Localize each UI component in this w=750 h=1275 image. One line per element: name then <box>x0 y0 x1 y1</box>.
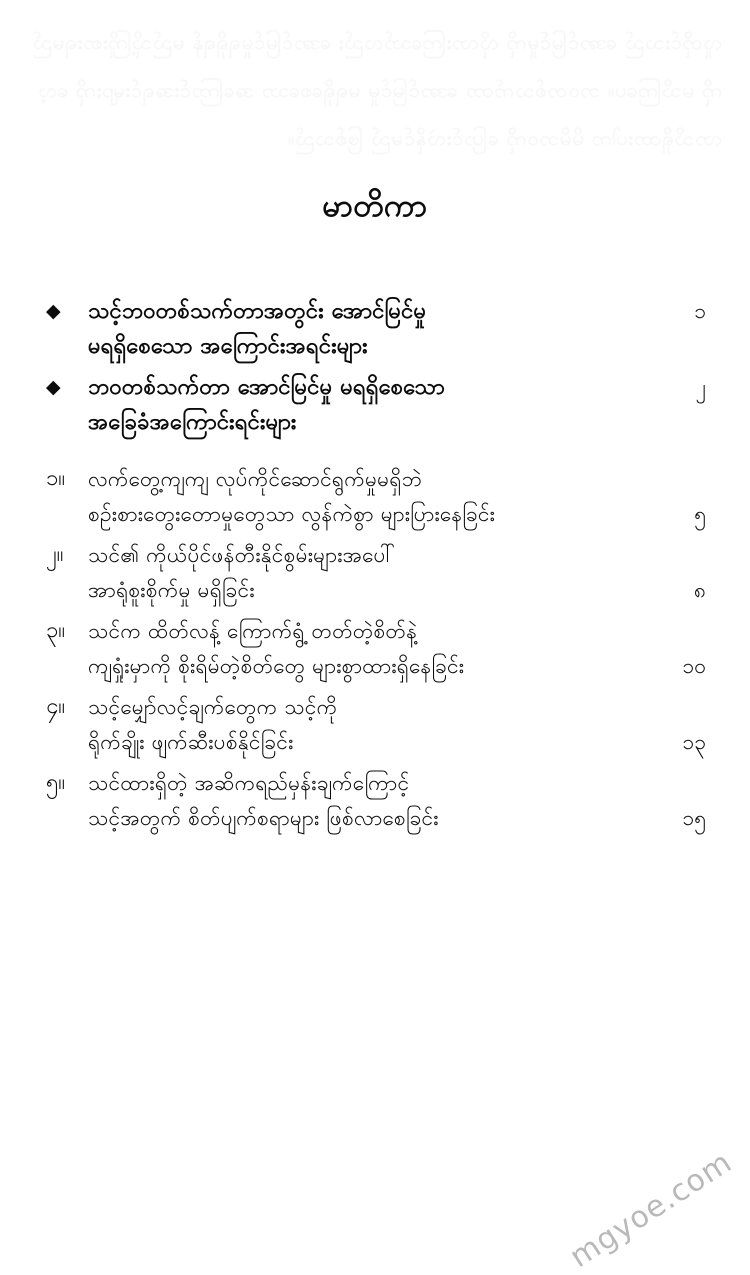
toc-entry-line <box>88 649 706 684</box>
toc-entry-text: သင့်မျှော်လင့်ချက်တွေက သင့်ကို <box>88 695 338 719</box>
toc-entry-body <box>88 614 706 684</box>
toc-entry[interactable] <box>44 294 706 364</box>
toc-entry-line <box>88 573 706 608</box>
toc-entry-body <box>88 766 706 836</box>
toc-entry[interactable] <box>44 690 706 760</box>
toc-item-number: ၅။ <box>46 770 66 795</box>
reverse-page-bleed: လူတိုင်းသည် အောင်မြင်မှုကို လိုလားကြသော်လည်း အောင်မြင်မှုရရှိရန် မည်သို့ကြိုးစားရမည်ကို မသိကြပေ။ ဘဝတစ်သက်တာ အောင်မြင်မှု မရရှိစေသော အကြောင်းအရင်းများကို လေ့လာသိရှိထားပါက မိမိဘဝကို ပြောင်းလဲနိုင်မည် ဖြစ်သည်။ <box>31 30 722 150</box>
toc-page-number: ၂ <box>695 375 706 399</box>
toc-bullet-icon: ◆ <box>46 376 61 398</box>
toc-page-number: ၅ <box>694 502 706 526</box>
toc-entry-line <box>88 405 706 440</box>
toc-item-number: ၂။ <box>46 542 64 567</box>
toc-entry-text: သင့်အတွက် စိတ်ပျက်စရာများ ဖြစ်လာစေခြင်း <box>88 806 439 830</box>
toc-bullet-icon: ◆ <box>46 300 61 322</box>
toc-entry[interactable] <box>44 538 706 608</box>
toc-page-number: ၈ <box>694 578 706 602</box>
toc-entry-body <box>88 370 706 440</box>
toc-entry-line <box>88 725 706 760</box>
toc-entry-text: ရိုက်ချိုး ဖျက်ဆီးပစ်နိုင်ခြင်း <box>88 730 294 754</box>
table-of-contents <box>44 294 706 836</box>
toc-entry[interactable] <box>44 462 706 532</box>
toc-entry-text: သင့်ဘဝတစ်သက်တာအတွင်း အောင်မြင်မှု <box>88 299 427 324</box>
watermark: mgyoe.com <box>563 1144 738 1275</box>
page-title: မာတိကာ <box>322 188 428 224</box>
toc-entry-text: အာရုံစူးစိုက်မှု မရှိခြင်း <box>88 578 255 602</box>
toc-entry-line <box>88 329 706 364</box>
toc-entry-text: သင်က ထိတ်လန့် ကြောက်ရွံ့ တတ်တဲ့စိတ်နဲ့ <box>88 619 418 643</box>
toc-group-numbered <box>44 462 706 836</box>
toc-page-number: ၁ <box>694 299 706 323</box>
toc-item-number: ၃။ <box>46 618 66 643</box>
toc-group-bullets <box>44 294 706 440</box>
toc-entry-line <box>88 294 706 329</box>
toc-entry[interactable] <box>44 370 706 440</box>
toc-entry-text: သင်ထားရှိတဲ့ အဆိကရည်မှန်းချက်ကြောင့် <box>88 771 410 795</box>
toc-entry-line <box>88 766 706 801</box>
toc-page-number: ၁၀ <box>682 654 706 678</box>
toc-entry[interactable] <box>44 614 706 684</box>
toc-entry-line <box>88 370 706 405</box>
toc-page-number: ၁၅ <box>682 806 706 830</box>
toc-item-number: ၁။ <box>46 466 66 491</box>
toc-item-number: ၄။ <box>46 694 66 719</box>
toc-entry-line <box>88 462 706 497</box>
toc-entry-text: စဉ်းစားတွေးတောမှုတွေသာ လွန်ကဲစွာ များပြားနေခြင်း <box>88 502 496 526</box>
toc-entry[interactable] <box>44 766 706 836</box>
toc-entry-line <box>88 614 706 649</box>
toc-entry-line <box>88 801 706 836</box>
toc-entry-text: ဘဝတစ်သက်တာ အောင်မြင်မှု မရရှိစေသော <box>88 375 445 400</box>
toc-entry-text: လက်တွေ့ကျကျ လုပ်ကိုင်ဆောင်ရွက်မှုမရှိဘဲ <box>88 467 423 491</box>
toc-entry-text: အခြေခံအကြောင်းရင်းများ <box>88 410 297 435</box>
toc-entry-line <box>88 497 706 532</box>
toc-entry-line <box>88 538 706 573</box>
toc-entry-text: သင်၏ ကိုယ်ပိုင်ဖန်တီးနိုင်စွမ်းများအပေါ် <box>88 543 396 567</box>
toc-entry-body <box>88 294 706 364</box>
toc-entry-body <box>88 538 706 608</box>
toc-entry-body <box>88 690 706 760</box>
toc-page-number: ၁၃ <box>682 730 706 754</box>
toc-entry-text: ကျရှုံးမှာကို စိုးရိမ်တဲ့စိတ်တွေ များစွာထားရှိနေခြင်း <box>88 654 465 678</box>
toc-entry-text: မရရှိစေသော အကြောင်းအရင်းများ <box>88 334 368 359</box>
toc-entry-line <box>88 690 706 725</box>
toc-entry-body <box>88 462 706 532</box>
